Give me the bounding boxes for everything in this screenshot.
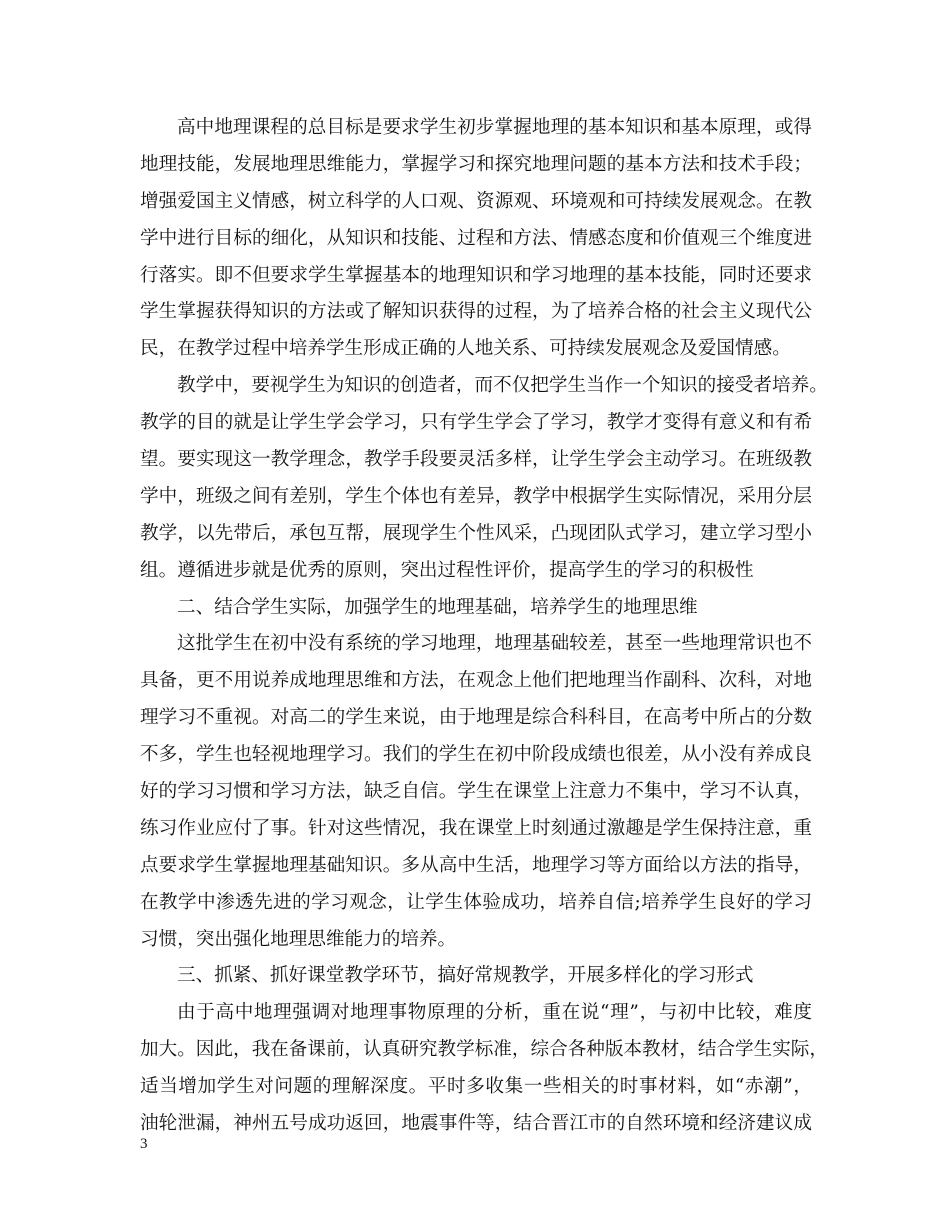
paragraph-line: 高中地理课程的总目标是要求学生初步掌握地理的基本知识和基本原理，或得	[177, 117, 812, 138]
paragraph-line: 行落实。即不但要求学生掌握基本的地理知识和学习地理的基本技能，同时还要求	[140, 264, 812, 286]
section-heading: 三、抓紧、抓好课堂教学环节，搞好常规教学，开展多样化的学习形式	[177, 965, 754, 987]
document-body	[140, 110, 828, 1143]
paragraph-line: 教学，以先带后，承包互帮，展现学生个性风采，凸现团队式学习，建立学习型小	[140, 522, 812, 544]
paragraph-line: 增强爱国主义情感，树立科学的人口观、资源观、环境观和可持续发展观念。在教	[140, 190, 812, 212]
paragraph-line: 学生掌握获得知识的方法或了解知识获得的过程，为了培养合格的社会主义现代公	[140, 301, 812, 323]
paragraph-line: 由于高中地理强调对地理事物原理的分析，重在说“理”，与初中比较，难度	[177, 1002, 812, 1024]
page-number: 3	[140, 1136, 148, 1152]
paragraph-line: 具备，更不用说养成地理思维和方法，在观念上他们把地理当作副科、次科，对地	[140, 670, 812, 692]
section-heading: 二、结合学生实际，加强学生的地理基础，培养学生的地理思维	[177, 596, 698, 618]
paragraph-line: 望。要实现这一教学理念，教学手段要灵活多样，让学生学会主动学习。在班级教	[140, 449, 812, 471]
paragraph-line: 地理技能，发展地理思维能力，掌握学习和探究地理问题的基本方法和技术手段；	[140, 153, 812, 175]
paragraph-line: 油轮泄漏，神州五号成功返回，地震事件等，结合晋江市的自然环境和经济建议成	[140, 1113, 812, 1135]
paragraph-line: 习惯，突出强化地理思维能力的培养。	[140, 928, 457, 950]
paragraph-line: 在教学中渗透先进的学习观念，让学生体验成功，培养自信;培养学生良好的学习	[140, 891, 812, 913]
paragraph-line: 学中，班级之间有差别，学生个体也有差异，教学中根据学生实际情况，采用分层	[140, 485, 812, 507]
paragraph-line: 学中进行目标的细化，从知识和技能、过程和方法、情感态度和价值观三个维度进	[140, 227, 812, 249]
paragraph-line: 组。遵循进步就是优秀的原则，突出过程性评价，提高学生的学习的积极性	[140, 559, 754, 581]
paragraph-line: 练习作业应付了事。针对这些情况，我在课堂上时刻通过激趣是学生保持注意，重	[140, 817, 812, 839]
paragraph-line: 加大。因此，我在备课前，认真研究教学标准，综合各种版本教材，结合学生实际，	[140, 1039, 828, 1061]
paragraph-line: 点要求学生掌握地理基础知识。多从高中生活，地理学习等方面给以方法的指导，	[140, 854, 812, 876]
paragraph-line: 民，在教学过程中培养学生形成正确的人地关系、可持续发展观念及爱国情感。	[140, 338, 791, 360]
paragraph-line: 这批学生在初中没有系统的学习地理，地理基础较差，甚至一些地理常识也不	[177, 633, 812, 655]
paragraph-line: 好的学习习惯和学习方法，缺乏自信。学生在课堂上注意力不集中，学习不认真，	[140, 781, 812, 803]
paragraph-line: 教学中，要视学生为知识的创造者，而不仅把学生当作一个知识的接受者培养。	[177, 375, 828, 397]
paragraph-line: 不多，学生也轻视地理学习。我们的学生在初中阶段成绩也很差，从小没有养成良	[140, 744, 812, 766]
paragraph-line: 理学习不重视。对高二的学生来说，由于地理是综合科科目，在高考中所占的分数	[140, 707, 812, 729]
paragraph-line: 教学的目的就是让学生学会学习，只有学生学会了学习，教学才变得有意义和有希	[140, 412, 812, 434]
paragraph-line: 适当增加学生对问题的理解深度。平时多收集一些相关的时事材料，如“赤潮”，	[140, 1076, 812, 1098]
